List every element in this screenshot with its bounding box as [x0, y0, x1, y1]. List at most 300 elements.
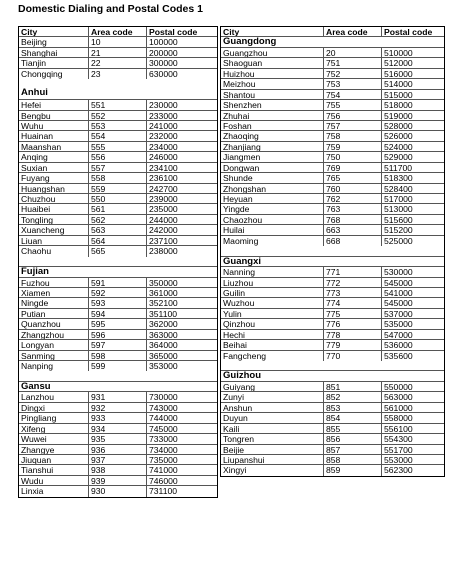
city-cell: Xifeng	[19, 424, 89, 433]
postal-code-cell: 511700	[384, 162, 413, 173]
area-code-cell: 854	[324, 413, 382, 422]
table-row	[19, 131, 217, 141]
table-row	[221, 225, 444, 235]
table-row	[19, 434, 217, 444]
table-row	[19, 184, 217, 194]
table-row	[19, 236, 217, 246]
table-row	[221, 204, 444, 214]
table-row	[19, 163, 217, 173]
city-cell: Ningde	[19, 298, 89, 307]
table-row	[19, 69, 217, 79]
area-code-cell: 559	[89, 184, 147, 193]
area-code-cell: 773	[324, 288, 382, 297]
area-code-cell: 563	[89, 225, 147, 234]
table-row	[221, 121, 444, 131]
area-code-cell: 591	[89, 278, 147, 287]
postal-code-cell: 350000	[149, 277, 178, 287]
table-row	[19, 476, 217, 486]
area-code-cell: 595	[89, 319, 147, 328]
city-cell: Beijing	[19, 37, 89, 46]
postal-code-cell: 237100	[149, 235, 178, 246]
city-cell: Fangcheng	[221, 351, 324, 361]
table-row	[221, 309, 444, 319]
area-code-cell: 851	[324, 382, 382, 391]
area-code-cell: 21	[89, 48, 147, 57]
area-code-cell: 556	[89, 152, 147, 161]
city-cell: Hechi	[221, 330, 324, 339]
table-row	[221, 267, 444, 277]
area-code-cell: 762	[324, 194, 382, 203]
city-cell: Fuzhou	[19, 278, 89, 287]
area-code-cell: 593	[89, 298, 147, 307]
area-code-cell: 754	[324, 90, 382, 99]
area-code-cell: 757	[324, 121, 382, 130]
postal-code-cell: 741000	[149, 465, 178, 475]
postal-code-cell: 537000	[384, 308, 413, 319]
area-code-cell: 769	[324, 163, 382, 172]
city-cell: Chaohu	[19, 246, 89, 256]
postal-code-cell: 239000	[149, 194, 178, 204]
city-cell: Sanming	[19, 351, 89, 360]
area-code-cell: 597	[89, 340, 147, 349]
city-cell: Longyan	[19, 340, 89, 349]
area-code-cell: 558	[89, 173, 147, 182]
table-row	[19, 37, 217, 47]
area-code-cell: 779	[324, 340, 382, 349]
city-cell: Nanping	[19, 361, 89, 371]
table-row	[221, 215, 444, 225]
table-row	[19, 58, 217, 68]
table-row	[19, 288, 217, 298]
left-table	[18, 26, 218, 498]
area-code-cell: 561	[89, 204, 147, 213]
city-cell: Beihai	[221, 340, 324, 349]
area-code-cell: 752	[324, 69, 382, 78]
city-cell: Anqing	[19, 152, 89, 161]
postal-code-cell: 528000	[384, 120, 413, 131]
header-city: City	[221, 27, 324, 36]
city-cell: Qinzhou	[221, 319, 324, 328]
postal-code-cell: 512000	[384, 58, 413, 68]
postal-code-cell: 364000	[149, 340, 178, 350]
city-cell: Guangzhou	[221, 48, 324, 57]
city-cell: Pingliang	[19, 413, 89, 422]
city-cell: Tianshui	[19, 465, 89, 474]
area-code-cell: 10	[89, 37, 147, 46]
postal-code-cell: 515600	[384, 214, 413, 225]
city-cell: Wudu	[19, 476, 89, 485]
postal-code-cell: 535000	[384, 319, 413, 329]
city-cell: Huilai	[221, 225, 324, 234]
city-cell: Duyun	[221, 413, 324, 422]
guizhou-rows	[221, 382, 444, 476]
table-row	[19, 173, 217, 183]
city-cell: Shaoguan	[221, 58, 324, 67]
city-cell: Dingxi	[19, 403, 89, 412]
area-code-cell: 552	[89, 111, 147, 120]
postal-code-cell: 365000	[149, 350, 178, 361]
table-row	[221, 184, 444, 194]
city-cell: Chuzhou	[19, 194, 89, 203]
area-code-cell: 771	[324, 267, 382, 276]
province-heading-anhui: Anhui	[19, 79, 217, 100]
table-row	[221, 351, 444, 361]
city-cell: Shanghai	[19, 48, 89, 57]
city-cell: Zunyi	[221, 392, 324, 401]
table-row	[19, 392, 217, 402]
postal-code-cell: 744000	[149, 413, 178, 423]
table-row	[221, 163, 444, 173]
table-row	[19, 445, 217, 455]
city-cell: Xingyi	[221, 465, 324, 475]
postal-code-cell: 558000	[384, 413, 413, 423]
postal-code-cell: 230000	[149, 100, 178, 110]
postal-code-cell: 541000	[384, 287, 413, 298]
city-cell: Xiamen	[19, 288, 89, 297]
table-row	[221, 69, 444, 79]
area-code-cell: 551	[89, 100, 147, 109]
area-code-cell: 564	[89, 236, 147, 245]
postal-code-cell: 547000	[384, 329, 413, 340]
spacer-row	[221, 361, 444, 371]
postal-code-cell: 630000	[149, 68, 178, 79]
header-city: City	[19, 27, 89, 36]
header-area-code: Area code	[324, 27, 382, 36]
province-heading-guangdong: Guangdong	[221, 37, 444, 47]
table-row	[19, 246, 217, 256]
postal-code-cell: 353000	[149, 361, 178, 372]
city-cell: Xuancheng	[19, 225, 89, 234]
postal-code-cell: 235000	[149, 204, 178, 214]
city-cell: Liuan	[19, 236, 89, 245]
city-cell: Chongqing	[19, 69, 89, 79]
area-code-cell: 932	[89, 403, 147, 412]
city-cell: Liuzhou	[221, 278, 324, 287]
city-cell: Guilin	[221, 288, 324, 297]
page-title: Domestic Dialing and Postal Codes 1	[18, 3, 203, 15]
table-row	[221, 90, 444, 100]
area-code-cell: 20	[324, 48, 382, 57]
postal-code-cell: 561000	[384, 402, 413, 413]
area-code-cell: 755	[324, 100, 382, 109]
postal-code-cell: 242000	[149, 225, 178, 235]
header-postal-code: Postal code	[384, 27, 433, 37]
table-row	[19, 111, 217, 121]
postal-code-cell: 510000	[384, 47, 413, 58]
area-code-cell: 936	[89, 445, 147, 454]
city-cell: Jiangmen	[221, 152, 324, 161]
city-cell: Huangshan	[19, 184, 89, 193]
area-code-cell: 859	[324, 465, 382, 475]
table-row	[221, 131, 444, 141]
postal-code-cell: 743000	[149, 402, 178, 413]
postal-code-cell: 513000	[384, 204, 413, 214]
table-row	[221, 173, 444, 183]
postal-code-cell: 514000	[384, 79, 413, 89]
table-row	[19, 361, 217, 371]
table-row	[221, 100, 444, 110]
table-row	[19, 298, 217, 308]
city-cell: Zhangzhou	[19, 330, 89, 339]
guangdong-rows	[221, 48, 444, 246]
municipality-rows	[19, 37, 217, 79]
table-row	[19, 100, 217, 110]
postal-code-cell: 200000	[149, 47, 178, 58]
postal-code-cell: 234000	[149, 141, 178, 152]
area-code-cell: 933	[89, 413, 147, 422]
area-code-cell: 758	[324, 131, 382, 140]
city-cell: Foshan	[221, 121, 324, 130]
city-cell: Bengbu	[19, 111, 89, 120]
postal-code-cell: 234100	[149, 162, 178, 173]
city-cell: Zhuhai	[221, 111, 324, 120]
postal-code-cell: 516000	[384, 68, 413, 79]
area-code-cell: 562	[89, 215, 147, 224]
area-code-cell: 596	[89, 330, 147, 339]
postal-code-cell: 238000	[149, 246, 178, 257]
table-row	[221, 403, 444, 413]
postal-code-cell: 545000	[384, 277, 413, 287]
postal-code-cell: 730000	[149, 392, 178, 402]
table-row	[221, 445, 444, 455]
table-row	[19, 152, 217, 162]
area-code-cell: 668	[324, 236, 382, 246]
area-code-cell: 557	[89, 163, 147, 172]
table-row	[19, 194, 217, 204]
postal-code-cell: 735000	[149, 454, 178, 465]
postal-code-cell: 246000	[149, 152, 178, 162]
table-row	[19, 278, 217, 288]
table-row	[221, 152, 444, 162]
city-cell: Shunde	[221, 173, 324, 182]
table-row	[221, 298, 444, 308]
postal-code-cell: 535600	[384, 350, 413, 361]
table-row	[19, 215, 217, 225]
city-cell: Jiuquan	[19, 455, 89, 464]
table-row	[19, 403, 217, 413]
area-code-cell: 768	[324, 215, 382, 224]
table-row	[19, 424, 217, 434]
postal-code-cell: 550000	[384, 381, 413, 392]
postal-code-cell: 361000	[149, 287, 178, 298]
area-code-cell: 770	[324, 351, 382, 361]
postal-code-cell: 536000	[384, 340, 413, 350]
postal-code-cell: 244000	[149, 214, 178, 225]
table-row	[221, 58, 444, 68]
postal-code-cell: 529000	[384, 152, 413, 162]
city-cell: Beijie	[221, 445, 324, 454]
table-row	[221, 392, 444, 402]
area-code-cell: 555	[89, 142, 147, 151]
postal-code-cell: 236100	[149, 173, 178, 183]
postal-code-cell: 528400	[384, 183, 413, 193]
postal-code-cell: 525000	[384, 235, 413, 246]
area-code-cell: 594	[89, 309, 147, 318]
postal-code-cell: 746000	[149, 475, 178, 486]
province-heading-guizhou: Guizhou	[221, 371, 444, 381]
table-row	[221, 413, 444, 423]
city-cell: Huizhou	[221, 69, 324, 78]
area-code-cell: 750	[324, 152, 382, 161]
table-row	[221, 340, 444, 350]
table-header	[19, 27, 217, 37]
header-area-code: Area code	[89, 27, 147, 36]
table-row	[19, 486, 217, 496]
area-code-cell: 855	[324, 424, 382, 433]
postal-code-cell: 553000	[384, 454, 413, 465]
postal-code-cell: 526000	[384, 131, 413, 141]
area-code-cell: 937	[89, 455, 147, 464]
table-row	[19, 351, 217, 361]
postal-code-cell: 515200	[384, 225, 413, 235]
postal-code-cell: 517000	[384, 194, 413, 204]
city-cell: Quanzhou	[19, 319, 89, 328]
area-code-cell: 774	[324, 298, 382, 307]
fujian-rows	[19, 278, 217, 372]
table-row	[221, 194, 444, 204]
postal-code-cell: 241000	[149, 120, 178, 131]
city-cell: Fuyang	[19, 173, 89, 182]
postal-code-cell: 518300	[384, 173, 413, 183]
table-row	[221, 48, 444, 58]
table-row	[221, 382, 444, 392]
city-cell: Hefei	[19, 100, 89, 109]
anhui-rows	[19, 100, 217, 257]
postal-code-cell: 362000	[149, 319, 178, 329]
postal-code-cell: 556100	[384, 423, 413, 434]
area-code-cell: 778	[324, 330, 382, 339]
city-cell: Lanzhou	[19, 392, 89, 401]
city-cell: Kaili	[221, 424, 324, 433]
city-cell: Nanning	[221, 267, 324, 276]
table-row	[221, 288, 444, 298]
table-row	[221, 455, 444, 465]
right-table	[220, 26, 445, 477]
city-cell: Liupanshui	[221, 455, 324, 464]
postal-code-cell: 300000	[149, 58, 178, 68]
postal-code-cell: 351100	[149, 308, 178, 319]
table-row	[19, 330, 217, 340]
area-code-cell: 565	[89, 246, 147, 256]
city-cell: Tongren	[221, 434, 324, 443]
city-cell: Tongling	[19, 215, 89, 224]
area-code-cell: 853	[324, 403, 382, 412]
table-row	[221, 434, 444, 444]
city-cell: Meizhou	[221, 79, 324, 88]
area-code-cell: 751	[324, 58, 382, 67]
city-cell: Guiyang	[221, 382, 324, 391]
table-row	[19, 465, 217, 475]
area-code-cell: 763	[324, 204, 382, 213]
postal-code-cell: 100000	[149, 37, 178, 47]
city-cell: Zhongshan	[221, 184, 324, 193]
table-row	[221, 142, 444, 152]
postal-code-cell: 731100	[149, 486, 178, 497]
table-row	[19, 142, 217, 152]
postal-code-cell: 530000	[384, 267, 413, 277]
area-code-cell: 930	[89, 486, 147, 496]
area-code-cell: 934	[89, 424, 147, 433]
area-code-cell: 765	[324, 173, 382, 182]
city-cell: Putian	[19, 309, 89, 318]
postal-code-cell: 363000	[149, 329, 178, 340]
area-code-cell: 857	[324, 445, 382, 454]
province-heading-gansu: Gansu	[19, 382, 217, 392]
area-code-cell: 753	[324, 79, 382, 88]
postal-code-cell: 232000	[149, 131, 178, 141]
postal-code-cell: 545000	[384, 298, 413, 308]
area-code-cell: 756	[324, 111, 382, 120]
area-code-cell: 931	[89, 392, 147, 401]
table-row	[19, 413, 217, 423]
table-row	[221, 79, 444, 89]
table-row	[19, 225, 217, 235]
table-row	[221, 330, 444, 340]
area-code-cell: 22	[89, 58, 147, 67]
postal-code-cell: 242700	[149, 183, 178, 194]
table-row	[221, 465, 444, 475]
area-code-cell: 776	[324, 319, 382, 328]
area-code-cell: 772	[324, 278, 382, 287]
city-cell: Dongwan	[221, 163, 324, 172]
city-cell: Maoming	[221, 236, 324, 246]
gansu-rows	[19, 392, 217, 496]
area-code-cell: 592	[89, 288, 147, 297]
city-cell: Tianjin	[19, 58, 89, 67]
city-cell: Heyuan	[221, 194, 324, 203]
city-cell: Zhaoqing	[221, 131, 324, 140]
table-row	[19, 204, 217, 214]
table-row	[19, 340, 217, 350]
table-row	[221, 424, 444, 434]
guangxi-rows	[221, 267, 444, 361]
area-code-cell: 935	[89, 434, 147, 443]
postal-code-cell: 563000	[384, 392, 413, 402]
postal-code-cell: 734000	[149, 444, 178, 454]
table-row	[221, 278, 444, 288]
city-cell: Huainan	[19, 131, 89, 140]
postal-code-cell: 524000	[384, 141, 413, 152]
city-cell: Anshun	[221, 403, 324, 412]
postal-code-cell: 733000	[149, 434, 178, 444]
table-row	[19, 309, 217, 319]
city-cell: Shantou	[221, 90, 324, 99]
area-code-cell: 858	[324, 455, 382, 464]
area-code-cell: 775	[324, 309, 382, 318]
table-row	[221, 319, 444, 329]
province-heading-guangxi: Guangxi	[221, 257, 444, 267]
table-row	[221, 111, 444, 121]
table-row	[19, 121, 217, 131]
header-postal-code: Postal code	[149, 27, 198, 37]
postal-code-cell: 518000	[384, 100, 413, 110]
postal-code-cell: 515000	[384, 89, 413, 100]
postal-code-cell: 745000	[149, 423, 178, 434]
city-cell: Suxian	[19, 163, 89, 172]
area-code-cell: 939	[89, 476, 147, 485]
area-code-cell: 852	[324, 392, 382, 401]
spacer-row	[221, 246, 444, 256]
area-code-cell: 760	[324, 184, 382, 193]
postal-code-cell: 554300	[384, 434, 413, 444]
city-cell: Maanshan	[19, 142, 89, 151]
postal-code-cell: 551700	[384, 444, 413, 454]
area-code-cell: 938	[89, 465, 147, 474]
table-header	[221, 27, 444, 37]
table-row	[19, 319, 217, 329]
city-cell: Wuhu	[19, 121, 89, 130]
city-cell: Yingde	[221, 204, 324, 213]
